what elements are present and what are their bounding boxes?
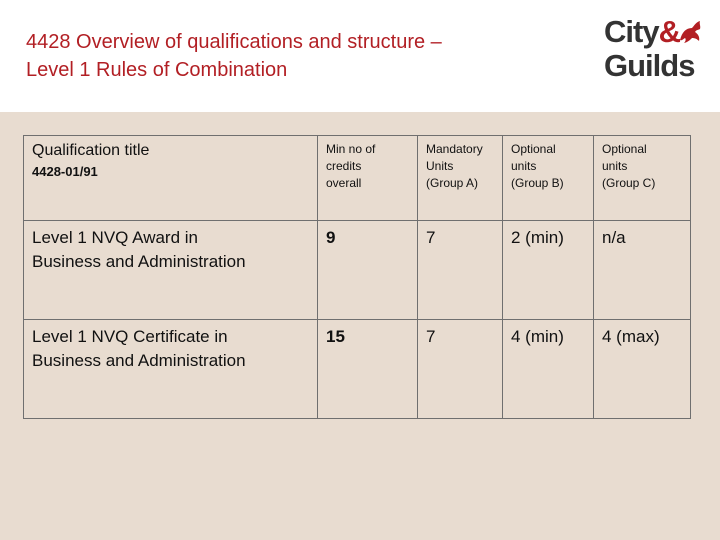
slide-title — [26, 28, 442, 84]
row-min-credits: 15 — [318, 320, 418, 419]
table-header-row — [24, 136, 691, 221]
row-optional-group-b: 4 (min) — [503, 320, 594, 419]
header-optional-b-line: (Group B) — [511, 176, 564, 190]
slide-title-line-1: 4428 Overview of qualifications and structure – — [26, 31, 442, 53]
header-mandatory-line: (Group A) — [426, 176, 479, 190]
qualification-line: Business and Administration — [32, 351, 246, 370]
header-min-credits-line: credits — [326, 159, 362, 173]
dragon-icon — [674, 16, 704, 48]
header-optional-group-c — [594, 136, 691, 221]
header-mandatory-line: Units — [426, 159, 454, 173]
row-qualification — [24, 320, 318, 419]
header-optional-group-b — [503, 136, 594, 221]
slide-title-line-2: Level 1 Rules of Combination — [26, 59, 288, 81]
header-qualification-label: Qualification title — [32, 142, 150, 159]
header-optional-b-line: units — [511, 159, 537, 173]
city-and-guilds-logo — [604, 14, 704, 82]
row-mandatory-units: 7 — [418, 221, 503, 320]
rules-of-combination-table — [23, 135, 691, 419]
qualification-line: Business and Administration — [32, 252, 246, 271]
header-qualification-title — [24, 136, 318, 221]
header-optional-c-line: Optional — [602, 142, 647, 156]
row-optional-group-c: n/a — [594, 221, 691, 320]
row-optional-group-b: 2 (min) — [503, 221, 594, 320]
header-min-credits-line: Min no of — [326, 142, 376, 156]
header-optional-c-line: (Group C) — [602, 176, 656, 190]
header-min-credits — [318, 136, 418, 221]
row-optional-group-c: 4 (max) — [594, 320, 691, 419]
row-mandatory-units: 7 — [418, 320, 503, 419]
slide-header — [0, 0, 720, 112]
table-row — [24, 221, 691, 320]
logo-line-1 — [604, 16, 680, 47]
table-row — [24, 320, 691, 419]
qualification-line: Level 1 NVQ Award in — [32, 228, 198, 247]
logo-line-2: Guilds — [604, 48, 695, 83]
header-qualification-code: 4428-01/91 — [32, 164, 98, 179]
qualification-line: Level 1 NVQ Certificate in — [32, 327, 228, 346]
row-min-credits: 9 — [318, 221, 418, 320]
row-qualification — [24, 221, 318, 320]
header-mandatory-line: Mandatory — [426, 142, 483, 156]
header-mandatory-units — [418, 136, 503, 221]
logo-ampersand: & — [658, 14, 680, 49]
header-min-credits-line: overall — [326, 176, 362, 190]
header-optional-c-line: units — [602, 159, 628, 173]
header-optional-b-line: Optional — [511, 142, 556, 156]
logo-word-city: City — [604, 14, 659, 49]
